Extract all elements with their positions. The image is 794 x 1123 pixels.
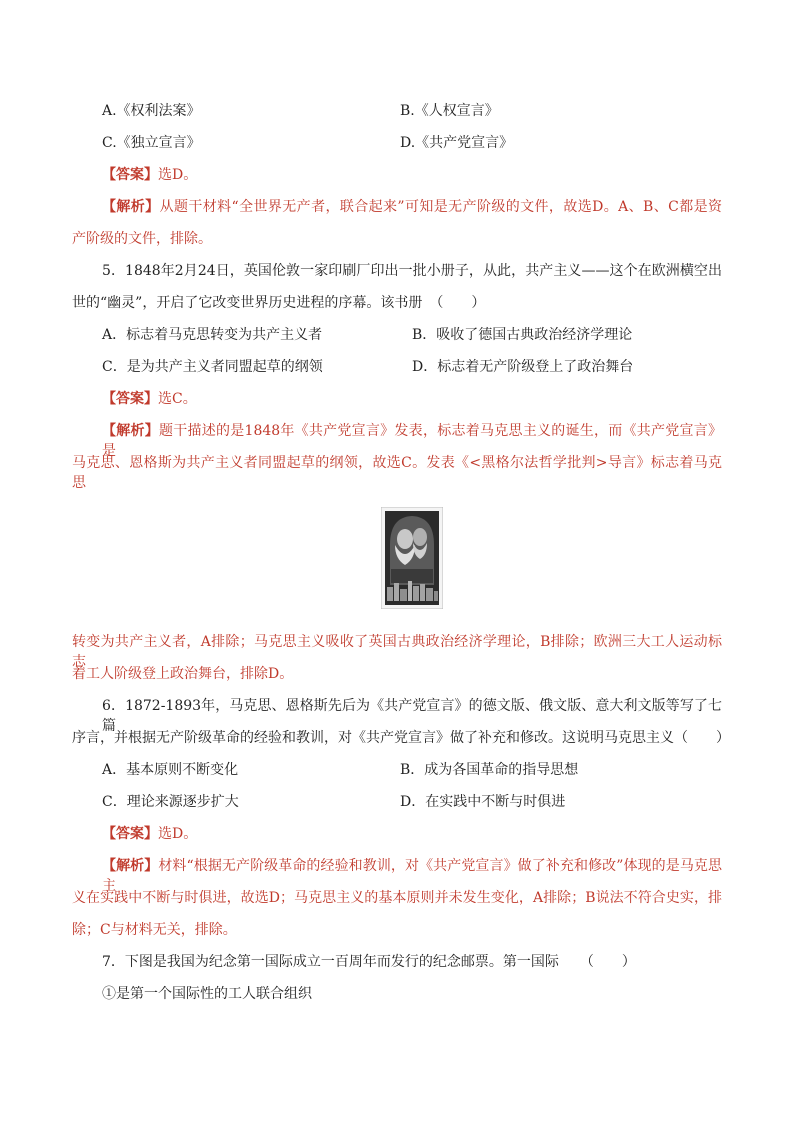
q7-item-1: ①是第一个国际性的工人联合组织 (102, 986, 312, 1002)
q5-answer (102, 389, 197, 409)
analysis-text: 材料“根据无产阶级革命的经验和教训，对《共产党宣言》做了补充和修改”体现的是马克思主 (102, 858, 723, 894)
q5-analysis-line-2: 马克思、恩格斯为共产主义者同盟起草的纲领，故选C。发表《<黑格尔法哲学批判>导言》标志着马克思 (72, 455, 722, 491)
q6-option-c: C．理论来源逐步扩大 (102, 794, 239, 810)
q4-analysis-line-2: 产阶级的文件，排除。 (72, 231, 212, 247)
q4-option-d: D.《共产党宣言》 (400, 135, 514, 151)
analysis-text: 题干描述的是1848年《共产党宣言》发表，标志着马克思主义的诞生，而《共产党宣言》是 (102, 423, 722, 459)
q6-option-a: A．基本原则不断变化 (102, 762, 239, 778)
marx-engels-stamp-image (381, 507, 443, 609)
analysis-tag: 【解析】 (102, 423, 160, 439)
analysis-tag: 【解析】 (102, 199, 160, 215)
q6-option-b: B．成为各国革命的指导思想 (400, 762, 579, 778)
q5-option-a: A．标志着马克思转变为共产主义者 (102, 327, 323, 343)
q4-option-c: C.《独立宣言》 (102, 135, 201, 151)
q6-analysis-line-2: 义在实践中不断与时俱进，故选D；马克思主义的基本原则并未发生变化，A排除；B说法不符合史实，排 (72, 890, 722, 906)
q5-stem-line-1: 5．1848年2月24日，英国伦敦一家印刷厂印出一批小册子，从此，共产主义——这个在欧洲横空出 (102, 263, 722, 279)
q6-option-d: D．在实践中不断与时俱进 (400, 794, 566, 810)
q6-stem-line-1: 6．1872-1893年，马克思、恩格斯先后为《共产党宣言》的德文版、俄文版、意大利文版等写了七篇 (102, 698, 722, 734)
answer-tag: 【答案】 (102, 826, 158, 842)
q6-analysis-line-3: 除；C与材料无关，排除。 (72, 922, 237, 938)
q4-analysis-line-1 (102, 197, 722, 217)
answer-text: 选C。 (158, 391, 197, 407)
answer-text: 选D。 (158, 167, 198, 183)
q6-answer (102, 824, 197, 844)
q4-option-b: B.《人权宣言》 (400, 103, 499, 119)
q5-analysis-line-3: 转变为共产主义者，A排除；马克思主义吸收了英国古典政治经济学理论，B排除；欧洲三大工人运动标志 (72, 634, 722, 670)
q5-option-c: C．是为共产主义者同盟起草的纲领 (102, 359, 323, 375)
answer-text: 选D。 (158, 826, 198, 842)
analysis-text: 从题干材料“全世界无产者，联合起来”可知是无产阶级的文件，故选D。A、B、C都是资 (159, 199, 722, 215)
q7-stem-line-1: 7．下图是我国为纪念第一国际成立一百周年而发行的纪念邮票。第一国际 （ ） (102, 954, 636, 970)
q5-option-d: D．标志着无产阶级登上了政治舞台 (412, 359, 634, 375)
answer-tag: 【答案】 (102, 167, 158, 183)
q4-answer (102, 165, 197, 185)
q5-option-b: B．吸收了德国古典政治经济学理论 (412, 327, 633, 343)
analysis-tag: 【解析】 (102, 858, 159, 874)
q5-analysis-line-4: 着工人阶级登上政治舞台，排除D。 (72, 666, 294, 682)
answer-tag: 【答案】 (102, 391, 158, 407)
q5-stem-line-2: 世的“幽灵”，开启了它改变世界历史进程的序幕。该书册 （ ） (72, 295, 486, 311)
q4-option-a: A.《权利法案》 (102, 103, 201, 119)
q6-stem-line-2: 序言，并根据无产阶级革命的经验和教训，对《共产党宣言》做了补充和修改。这说明马克思主义（ ） (72, 730, 730, 746)
